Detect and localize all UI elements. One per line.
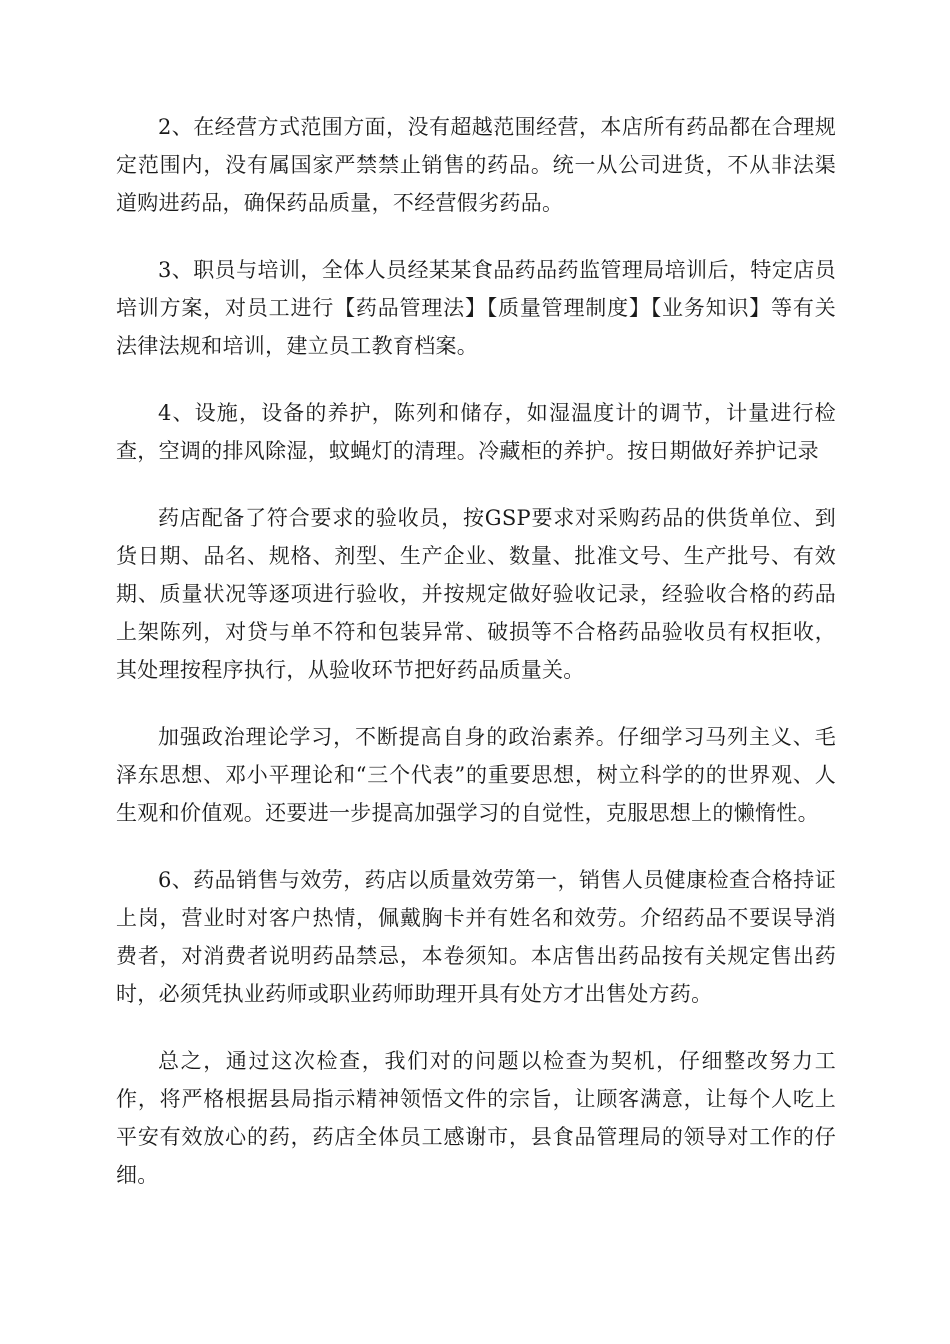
paragraph-acceptance-inspection: 药店配备了符合要求的验收员，按GSP要求对采购药品的供货单位、到货日期、品名、规格、剂型、生产企业、数量、批准文号、生产批号、有效期、质量状况等逐项进行验收，并按规定做好验收记录，经验收合格的药品上架陈列，对贷与单不符和包装异常、破损等不合格药品验收员有权拒收，其处理按程序执行，从验收环节把好药品质量关。 <box>116 506 836 682</box>
paragraph-facility-maintenance: 4、设施，设备的养护，陈列和储存，如湿温度计的调节，计量进行检查，空调的排风除湿，蚊蝇灯的清理。冷藏柜的养护。按日期做好养护记录 <box>116 401 836 463</box>
paragraph-business-scope: 2、在经营方式范围方面，没有超越范围经营，本店所有药品都在合理规定范围内，没有属国家严禁禁止销售的药品。统一从公司进货，不从非法渠道购进药品，确保药品质量，不经营假劣药品。 <box>116 115 836 215</box>
paragraph-conclusion: 总之，通过这次检查，我们对的问题以检查为契机，仔细整改努力工作，将严格根据县局指示精神领悟文件的宗旨，让顾客满意，让每个人吃上平安有效放心的药，药店全体员工感谢市，县食品管理局的领导对工作的仔细。 <box>116 1049 836 1187</box>
paragraph-sales-service: 6、药品销售与效劳，药店以质量效劳第一，销售人员健康检查合格持证上岗，营业时对客户热情，佩戴胸卡并有姓名和效劳。介绍药品不要误导消费者，对消费者说明药品禁忌，本卷须知。本店售出药品按有关规定售出药时，必须凭执业药师或职业药师助理开具有处方才出售处方药。 <box>116 868 836 1006</box>
paragraph-staff-training: 3、职员与培训，全体人员经某某食品药品药监管理局培训后，特定店员培训方案，对员工进行【药品管理法】【质量管理制度】【业务知识】等有关法律法规和培训，建立员工教育档案。 <box>116 258 836 358</box>
paragraph-political-study: 加强政治理论学习，不断提高自身的政治素养。仔细学习马列主义、毛泽东思想、邓小平理论和“三个代表”的重要思想，树立科学的的世界观、人生观和价值观。还要进一步提高加强学习的自觉性，克服思想上的懒惰性。 <box>116 725 836 825</box>
document-body <box>116 108 836 1223</box>
